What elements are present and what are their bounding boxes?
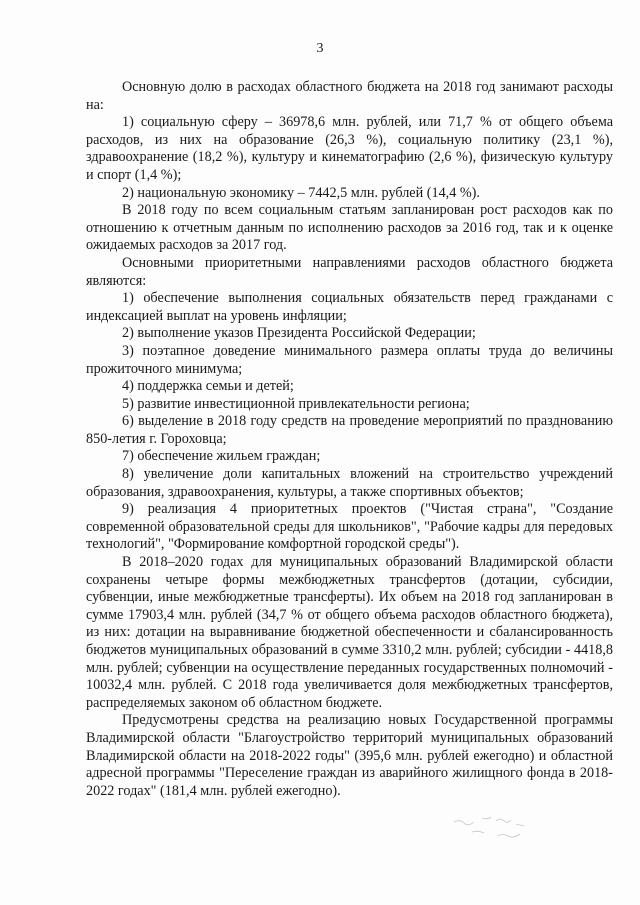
page-number: 3: [316, 41, 324, 56]
paragraph-priorities-intro: Основными приоритетными направлениями расходов областного бюджета являются:: [86, 254, 613, 289]
list-item-priority-8: 8) увеличение доли капитальных вложений на строительство учреждений образования, здравоохранения, культуры, а также спортивных объектов;: [86, 466, 613, 500]
paragraph-programs: Предусмотрены средства на реализацию новых Государственной программы Владимирской области "Благоустройство территорий муниципальных образований Владимирской области на 2018-2022 годы" (395,6 млн. рублей ежегодно) и областной адресной программы "Переселение граждан из аварийного жилищного фонда в 2018-2022 годах" (181,4 млн. рублей ежегодно).: [86, 712, 613, 799]
list-item-priority-2: 2) выполнение указов Президента Российской Федерации;: [122, 325, 476, 342]
list-item-priority-3: 3) поэтапное доведение минимального размера оплаты труда до величины прожиточного минимума;: [86, 342, 613, 377]
list-item-priority-9: 9) реализация 4 приоритетных проектов ("Чистая страна", "Создание современной образовательной среды для школьников", "Рабочие кадры для передовых технологий", "Формирование комфортной городской среды").: [86, 501, 613, 553]
scan-artifact: [452, 812, 532, 846]
list-item-priority-7: 7) обеспечение жильем граждан;: [122, 448, 321, 465]
list-item-priority-5: 5) развитие инвестиционной привлекательности региона;: [122, 395, 470, 412]
paragraph-expenses-intro: Основную долю в расходах областного бюджета на 2018 год занимают расходы на:: [86, 79, 613, 113]
paragraph-transfers: В 2018–2020 годах для муниципальных образований Владимирской области сохранены четыре формы межбюджетных трансфертов (дотации, субсидии, субвенции, иные межбюджетные трансферты). Их объем на 2018 год запланирован в сумме 17903,4 млн. рублей (34,7 % от общего объема расходов областного бюджета), из них: дотации на выравнивание бюджетной обеспеченности и сбалансированность бюджетов муниципальных образований в сумме 3310,2 млн. рублей; субсидии - 4418,8 млн. рублей; субвенции на осуществление переданных государственных полномочий - 10032,4 млн. рублей. С 2018 года увеличивается доля межбюджетных трансфертов, распределяемых законом об областном бюджете.: [86, 554, 613, 711]
list-item-priority-1: 1) обеспечение выполнения социальных обязательств перед гражданами с индексацией выплат на уровень инфляции;: [86, 290, 613, 324]
paragraph-social-growth: В 2018 году по всем социальным статьям запланирован рост расходов как по отношению к отчетным данным по исполнению расходов за 2016 год, так и к оценке ожидаемых расходов за 2017 год.: [86, 202, 613, 254]
paragraph-national-economy: 2) национальную экономику – 7442,5 млн. рублей (14,4 %).: [122, 184, 480, 201]
list-item-priority-4: 4) поддержка семьи и детей;: [122, 378, 294, 395]
document-body: [86, 79, 613, 800]
list-item-priority-6: 6) выделение в 2018 году средств на проведение мероприятий по празднованию 850-летия г. Гороховца;: [86, 413, 613, 447]
paragraph-social-sphere: 1) социальную сферу – 36978,6 млн. рублей, или 71,7 % от общего объема расходов, из них на образование (26,3 %), социальную политику (23,1 %), здравоохранение (18,2 %), культуру и кинематографию (2,6 %), физическую культуру и спорт (1,4 %);: [86, 114, 613, 183]
